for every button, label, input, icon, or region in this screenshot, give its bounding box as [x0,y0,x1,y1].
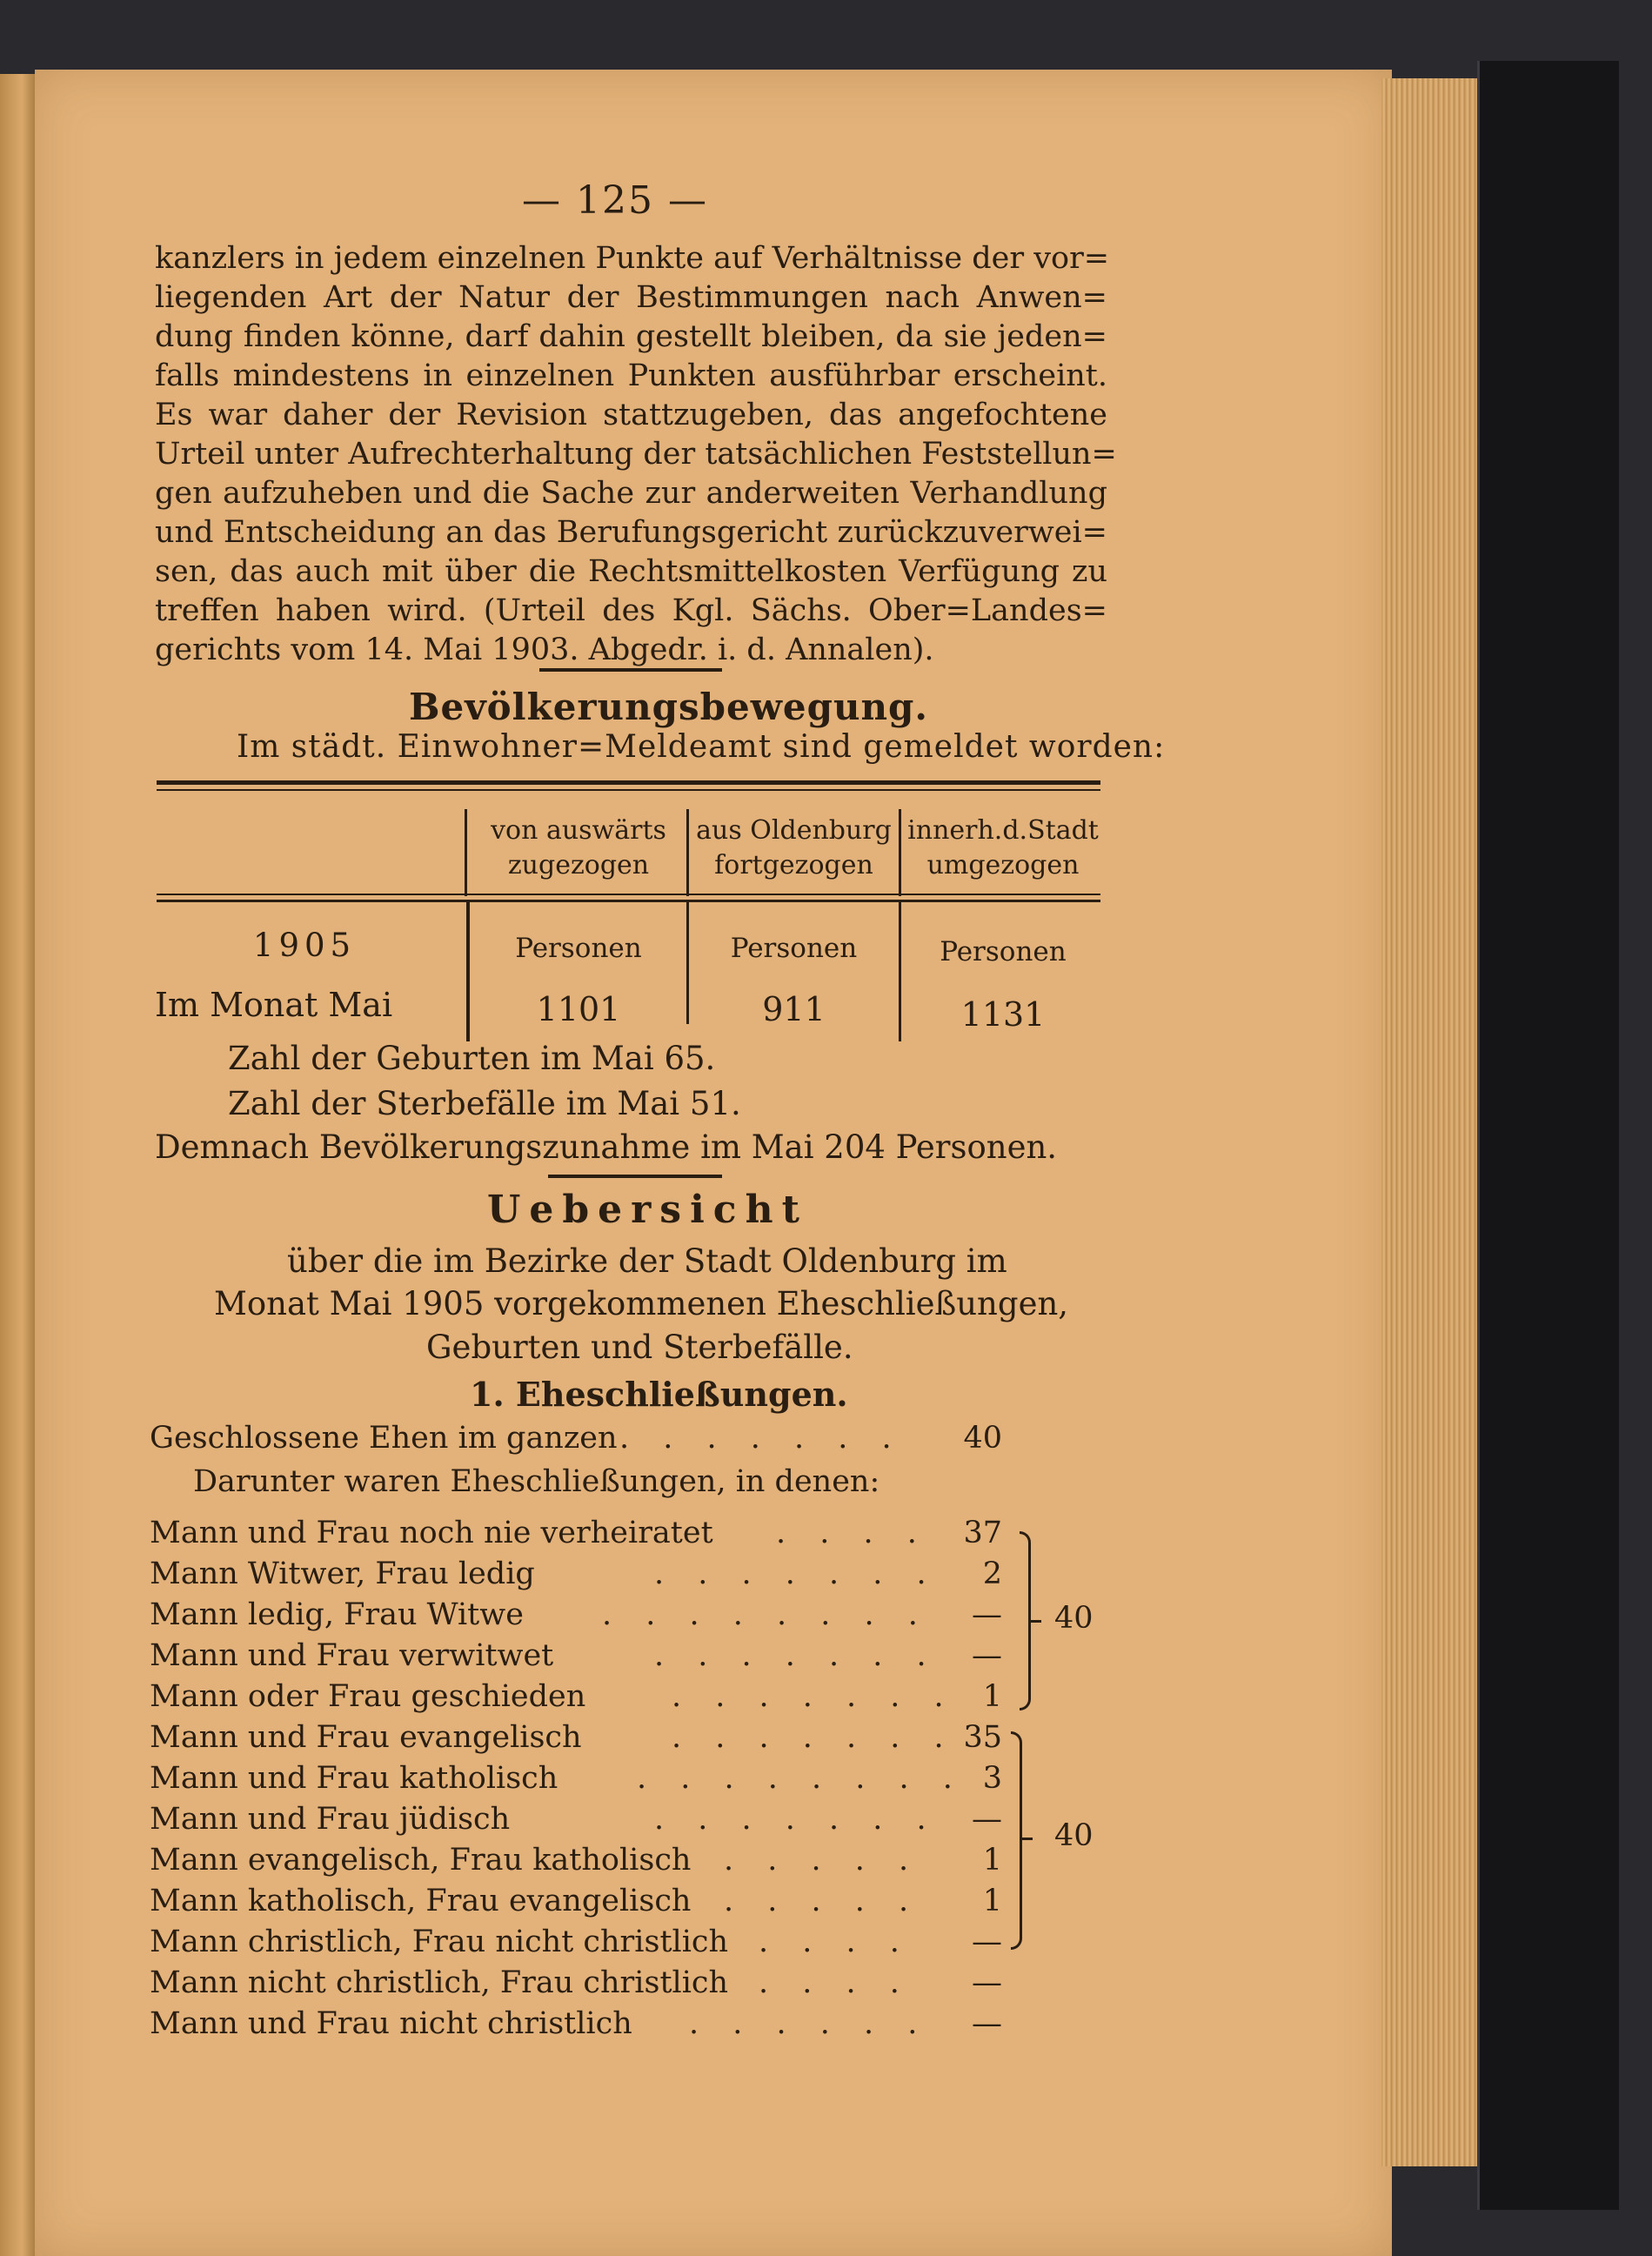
row-value: 1 [982,1843,1002,1878]
overview-title: Uebersicht [487,1188,808,1232]
overview-line: über die im Bezirke der Stadt Oldenburg im [287,1242,1007,1280]
column-header [474,813,683,883]
paragraph-line: Urteil unter Aufrechterhaltung der tatsächlichen Feststellun= [155,437,1117,472]
row-value: 3 [982,1761,1002,1796]
paragraph-line: liegenden Art der Natur der Bestimmungen nach Anwen= [155,280,1107,315]
page-number: — 125 — [522,178,708,223]
row-label: Mann katholisch, Frau evangelisch [150,1884,692,1918]
paragraph-line: treffen haben wird. (Urteil des Kgl. Sächs. Ober=Landes= [155,593,1107,628]
paragraph-line: gen aufzuheben und die Sache zur anderweiten Verhandlung [155,476,1107,511]
row-value: — [972,1802,1002,1837]
leader-dots: . . . . . . . [654,1556,939,1591]
population-heading: Bevölkerungsbewegung. [409,686,929,728]
table-row [150,1638,1002,1677]
row-label: Mann und Frau verwitwet [150,1638,554,1673]
group-brace-tip [1029,1620,1041,1623]
row-value: 35 [963,1720,1002,1755]
row-label: Mann evangelisch, Frau katholisch [150,1843,692,1878]
table-row [150,1965,1002,2004]
value-cell: 1101 [536,990,621,1028]
intro-line: Darunter waren Eheschließungen, in denen: [193,1464,880,1499]
row-value: 37 [963,1516,1002,1550]
leader-dots: . . . . . . . . [602,1597,930,1632]
table-head-rule-thick [157,900,1100,902]
page-stack-edge [1381,78,1477,2166]
paragraph-line: kanzlers in jedem einzelnen Punkte auf Verhältnisse der vor= [155,241,1110,276]
row-value: 40 [963,1421,1002,1456]
column-header-line: zugezogen [507,850,650,880]
body-paragraph [155,239,1117,670]
death-note: Zahl der Sterbefälle im Mai 51. [228,1085,741,1122]
row-label: Mann und Frau katholisch [150,1761,558,1796]
unit-label: Personen [515,933,642,964]
table-top-rule [157,780,1100,785]
total-row [150,1421,1002,1459]
leader-dots: . . . . [776,1516,929,1550]
table-row [150,1761,1002,1799]
table-row [150,1679,1002,1717]
row-label: Mann christlich, Frau nicht christlich [150,1925,729,1959]
row-label: Mann oder Frau geschieden [150,1679,586,1714]
overview-line: Geburten und Sterbefälle. [426,1329,853,1366]
table-row [150,1516,1002,1554]
previous-page-edge [0,74,37,2256]
table-row [150,1843,1002,1881]
group-sum: 40 [1054,1818,1094,1853]
table-divider [899,902,901,1041]
column-header [692,813,896,883]
section-title: 1. Eheschließungen. [470,1375,848,1414]
paragraph-line: falls mindestens in einzelnen Punkten ausführbar erscheint. [155,358,1107,393]
leader-dots: . . . . . . . [672,1720,956,1755]
paragraph-line: sen, das auch mit über die Rechtsmittelkosten Verfügung zu [155,554,1107,589]
paragraph-line: gerichts vom 14. Mai 1903. Abgedr. i. d. Annalen). [155,633,934,667]
row-value: — [972,1597,1002,1632]
table-divider [686,809,689,896]
table-head-rule [157,894,1100,895]
leader-dots: . . . . . . . . [637,1761,965,1796]
row-label: Geschlossene Ehen im ganzen [150,1421,618,1456]
column-header-line: fortgezogen [714,850,873,880]
month-label: Im Monat Mai [155,986,393,1024]
row-value: — [972,1638,1002,1673]
table-divider [899,809,901,896]
paragraph-line: dung finden könne, darf dahin gestellt bleiben, da sie jeden= [155,319,1107,354]
table-divider [465,809,467,896]
growth-note: Demnach Bevölkerungszunahme im Mai 204 Personen. [155,1128,1058,1166]
birth-note: Zahl der Geburten im Mai 65. [228,1040,716,1077]
table-row [150,1802,1002,1840]
year-label: 1905 [252,927,357,964]
column-header [903,813,1103,883]
section-divider [539,668,722,672]
row-label: Mann ledig, Frau Witwe [150,1597,524,1632]
group-sum: 40 [1054,1601,1094,1636]
leader-dots: . . . . . . . [619,1421,904,1456]
row-value: — [972,2006,1002,2041]
row-value: 1 [982,1679,1002,1714]
paragraph-line: Es war daher der Revision stattzugeben, das angefochtene [155,398,1107,432]
unit-label: Personen [940,936,1067,967]
value-cell: 1131 [960,995,1046,1034]
row-value: 1 [982,1884,1002,1918]
row-label: Mann und Frau jüdisch [150,1802,511,1837]
table-row [150,1720,1002,1758]
row-value: — [972,1925,1002,1959]
leader-dots: . . . . . . . [654,1802,939,1837]
row-label: Mann und Frau evangelisch [150,1720,582,1755]
overview-line: Monat Mai 1905 vorgekommenen Eheschließungen, [214,1285,1069,1322]
row-label: Mann Witwer, Frau ledig [150,1556,535,1591]
row-label: Mann und Frau nicht christlich [150,2006,632,2041]
row-value: 2 [982,1556,1002,1591]
leader-dots: . . . . [759,1925,912,1959]
table-row [150,1884,1002,1922]
population-subheading: Im städt. Einwohner=Meldeamt sind gemeldet worden: [237,729,1166,765]
group-brace-tip [1020,1838,1033,1840]
table-divider [466,902,470,1041]
column-header-line: innerh.d.Stadt [907,815,1099,846]
table-row [150,2006,1002,2045]
book-cover [1477,61,1619,2210]
row-value: — [972,1965,1002,2000]
section-divider [548,1175,722,1178]
leader-dots: . . . . . . [689,2006,930,2041]
group-brace [1011,1731,1022,1950]
row-label: Mann nicht christlich, Frau christlich [150,1965,729,2000]
table-divider [686,902,689,1024]
table-row [150,1597,1002,1636]
row-label: Mann und Frau noch nie verheiratet [150,1516,713,1550]
column-header-line: von auswärts [491,815,666,846]
table-row [150,1556,1002,1595]
leader-dots: . . . . . . . [672,1679,956,1714]
value-cell: 911 [762,990,826,1028]
table-top-rule-thin [157,789,1100,791]
column-header-line: aus Oldenburg [696,815,892,846]
leader-dots: . . . . . . . [654,1638,939,1673]
leader-dots: . . . . [759,1965,912,2000]
table-row [150,1925,1002,1963]
paragraph-line: und Entscheidung an das Berufungsgericht zurückzuverwei= [155,515,1107,550]
column-header-line: umgezogen [926,850,1080,880]
unit-label: Personen [730,933,858,964]
leader-dots: . . . . . [724,1843,921,1878]
leader-dots: . . . . . [724,1884,921,1918]
